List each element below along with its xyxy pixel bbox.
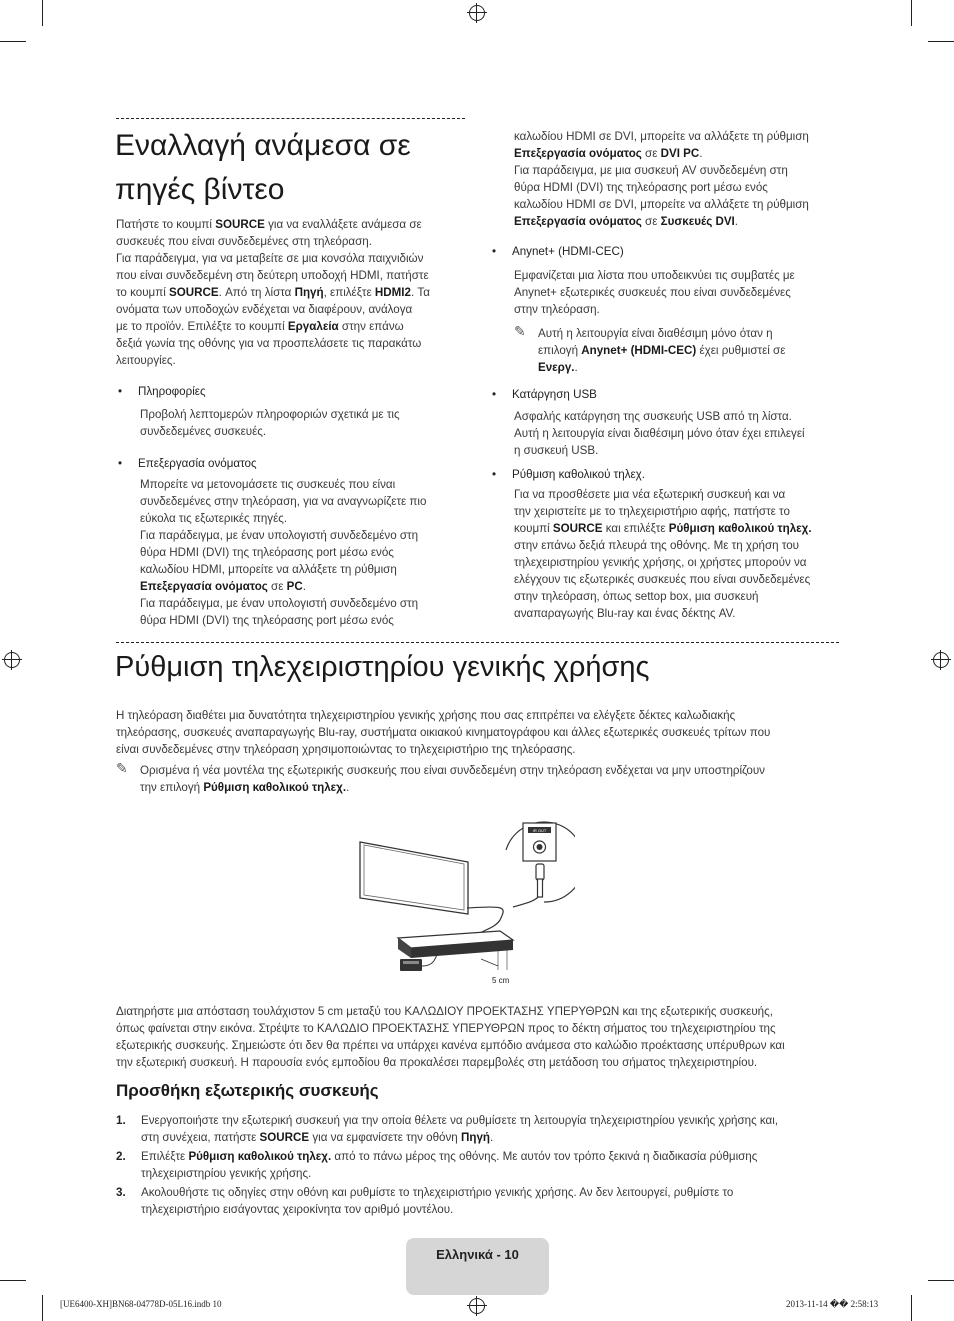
distance-label: 5 cm <box>492 976 510 985</box>
bullet-title: Κατάργηση USB <box>512 388 597 401</box>
bullet-rename: • Επεξεργασία ονόματος Μπορείτε να μετονομάσετε τις συσκευές που είναι συνδεδεμένες στην τηλεόραση, για να αναγνωρίζετε πιο εύκολα τις εξωτερικές πηγές. Για παράδειγμα, με έναν υπολογιστή συνδεδεμένο στη θύρα HDMI (DVI) της τηλεόρασης port μέσω ενός καλωδίου HDMI, μπορείτε να αλλάξετε τη ρύθμιση Επεξεργασία ονόματος σε PC. Για παράδειγμα, με έναν υπολογιστή συνδεδεμένο στη θύρα HDMI (DVI) της τηλεόρασης port μέσω ενός <box>118 457 427 627</box>
section-title: Ρύθμιση τηλεχειριστηρίου γενικής χρήσης <box>115 651 650 683</box>
crop-mark <box>42 1295 43 1321</box>
list-item: 2. Επιλέξτε Ρύθμιση καθολικού τηλεχ. από το πάνω μέρος της οθόνης. Με αυτόν τον τρόπο ξεκινά η διαδικασία ρύθμισης τηλεχειριστηρίου γενικής χρήσης. <box>116 1150 758 1180</box>
bullet-usb: • Κατάργηση USB Ασφαλής κατάργηση της συσκευής USB από τη λίστα. Αυτή η λειτουργία είναι διαθέσιμη μόνο όταν έχει επιλεγεί η συσκευή USB. <box>492 388 805 457</box>
file-info: [UE6400-XH]BN68-04778D-05L16.indb 10 <box>60 1299 222 1309</box>
distance-paragraph: Διατηρήστε μια απόσταση τουλάχιστον 5 cm μεταξύ του ΚΑΛΩΔΙΟΥ ΠΡΟΕΚΤΑΣΗΣ ΥΠΕΡΥΘΡΩΝ και της εξωτερικής συσκευής, όπως φαίνεται στην εικόνα. Στρέψτε το ΚΑΛΩΔΙΟ ΠΡΟΕΚΤΑΣΗΣ ΥΠΕΡΥΘΡΩΝ προς το δέκτη σήματος του τηλεχειριστηρίου της εξωτερικής συσκευής. Σημειώστε ότι δεν θα πρέπει να υπάρχει κανένα εμπόδιο ανάμεσα στο καλώδιο προέκτασης υπέρυθρων και την εξωτερική συσκευή. Η παρουσία ενός εμποδίου θα προκαλέσει παρεμβολές στη μετάδοση του σήματος τηλεχειριστηρίου. <box>116 1005 785 1069</box>
tv-illustration <box>360 842 468 914</box>
page-number-badge <box>406 1238 549 1295</box>
bullet-title: Επεξεργασία ονόματος <box>138 457 257 470</box>
intro-text: Πατήστε το κουμπί SOURCE για να εναλλάξετε ανάμεσα σε συσκευές που είναι συνδεδεμένες στη τηλεόραση. Για παράδειγμα, για να μεταβείτε σε μια κονσόλα παιχνιδιών που είναι συνδεδεμένη στη δεύτερη υποδοχή HDMI, πατήστε το κουμπί SOURCE. Από τη λίστα Πηγή, επιλέξτε HDMI2. Τα ονόματα των υποδοχών ενδέχεται να διαφέρουν, ανάλογα με το προϊόν. Επιλέξτε το κουμπί Εργαλεία στην επάνω δεξιά γωνία της οθόνης για να προσπελάσετε τις παρακάτω λειτουργίες. <box>116 218 430 367</box>
bullet-title: Πληροφορίες <box>138 385 206 398</box>
bullet-universal-remote: • Ρύθμιση καθολικού τηλεχ. Για να προσθέσετε μια νέα εξωτερική συσκευή και να την χειριστείτε με το τηλεχειριστήριο αφής, πατήστε το κουμπί SOURCE και επιλέξτε Ρύθμιση καθολικού τηλεχ. στην επάνω δεξιά πλευρά της οθόνης. Με τη χρήση του τηλεχειριστηρίου γενικής χρήσης, οι χρήστες μπορούν να ελέγχουν τις εξωτερικές συσκευές που είναι συνδεδεμένες στην τηλεόραση, όπως settop box, μια συσκευή αναπαραγωγής Blu-ray και ένας δέκτης AV. <box>492 468 812 620</box>
note-icon: ✎ <box>116 760 128 776</box>
bullet-info: • Πληροφορίες Προβολή λεπτομερών πληροφοριών σχετικά με τις συνδεδεμένες συσκευές. <box>118 385 400 438</box>
crop-mark <box>0 41 26 42</box>
crop-mark <box>42 0 43 26</box>
registration-mark-icon <box>469 5 485 21</box>
subsection-title: Προσθήκη εξωτερικής συσκευής <box>116 1081 379 1100</box>
note: ✎ Ορισμένα ή νέα μοντέλα της εξωτερικής συσκευής που είναι συνδεδεμένη στην τηλεόραση ενδέχεται να μην υποστηρίζουν την επιλογή Ρύθμιση καθολικού τηλεχ.. <box>116 760 765 794</box>
registration-mark-icon <box>469 1298 485 1314</box>
title-line: πηγές βίντεο <box>115 173 285 206</box>
bullet-title: Anynet+ (HDMI-CEC) <box>512 245 624 258</box>
crop-mark <box>928 1280 954 1281</box>
list-item: 1. Ενεργοποιήστε την εξωτερική συσκευή για την οποία θέλετε να ρυθμίσετε τη λειτουργία τηλεχειριστηρίου γενικής χρήσης και, στη συνέχεια, πατήστε SOURCE για να εμφανίσετε την οθόνη Πηγή. <box>116 1114 779 1144</box>
registration-mark-icon <box>4 652 20 668</box>
rename-continued: καλωδίου HDMI σε DVI, μπορείτε να αλλάξετε τη ρύθμιση Επεξεργασία ονόματος σε DVI PC. Για παράδειγμα, με μια συσκευή AV συνδεδεμένη στη θύρα HDMI (DVI) της τηλεόρασης port μέσω ενός καλωδίου HDMI σε DVI, μπορείτε να αλλάξετε τη ρύθμιση Επεξεργασία ονόματος σε Συσκευές DVI. <box>514 130 809 228</box>
section-divider <box>116 642 839 643</box>
intro-paragraph: Η τηλεόραση διαθέτει μια δυνατότητα τηλεχειριστηρίου γενικής χρήσης που σας επιτρέπει να ελέγξετε δέκτες καλωδιακής τηλεόρασης, συσκευές αναπαραγωγής Blu-ray, συστήματα οικιακού κινηματογράφου και άλλες εξωτερικές συσκευές τρίτων που είναι συνδεδεμένες στην τηλεόραση χρησιμοποιώντας το τηλεχειριστήριο της τηλεόρασης. <box>116 709 771 756</box>
ir-out-label: IR OUT <box>532 828 547 833</box>
registration-mark-icon <box>933 652 949 668</box>
bullet-title: Ρύθμιση καθολικού τηλεχ. <box>512 468 645 481</box>
crop-mark <box>911 0 912 26</box>
bullet-anynet: • Anynet+ (HDMI-CEC) Εμφανίζεται μια λίστα που υποδεικνύει τις συμβατές με Anynet+ εξωτερικές συσκευές που είναι συνδεδεμένες στην τηλεόραση. ✎ Αυτή η λειτουργία είναι διαθέσιμη μόνο όταν η επιλογή Anynet+ (HDMI-CEC) έχει ρυθμιστεί σε Ενεργ.. <box>492 245 795 374</box>
section-title <box>115 127 475 209</box>
ir-emitter-icon <box>400 959 422 971</box>
page-number: Ελληνικά - 10 <box>436 1247 519 1262</box>
steps-list <box>116 1112 844 1218</box>
crop-mark <box>0 1280 26 1281</box>
ir-extender-illustration <box>355 810 575 990</box>
crop-mark <box>911 1295 912 1321</box>
note-icon: ✎ <box>514 323 526 339</box>
print-date: 2013-11-14 �� 2:58:13 <box>786 1299 879 1309</box>
title-line: Εναλλαγή ανάμεσα σε <box>115 129 411 162</box>
section-divider <box>116 118 465 119</box>
list-item: 3. Ακολουθήστε τις οδηγίες στην οθόνη και ρυθμίστε το τηλεχειριστήριο γενικής χρήσης. Αν δεν λειτουργεί, ρυθμίστε το τηλεχειριστήριο εισάγοντας χειροκίνητα τον αριθμό μοντέλου. <box>116 1186 734 1216</box>
crop-mark <box>928 41 954 42</box>
